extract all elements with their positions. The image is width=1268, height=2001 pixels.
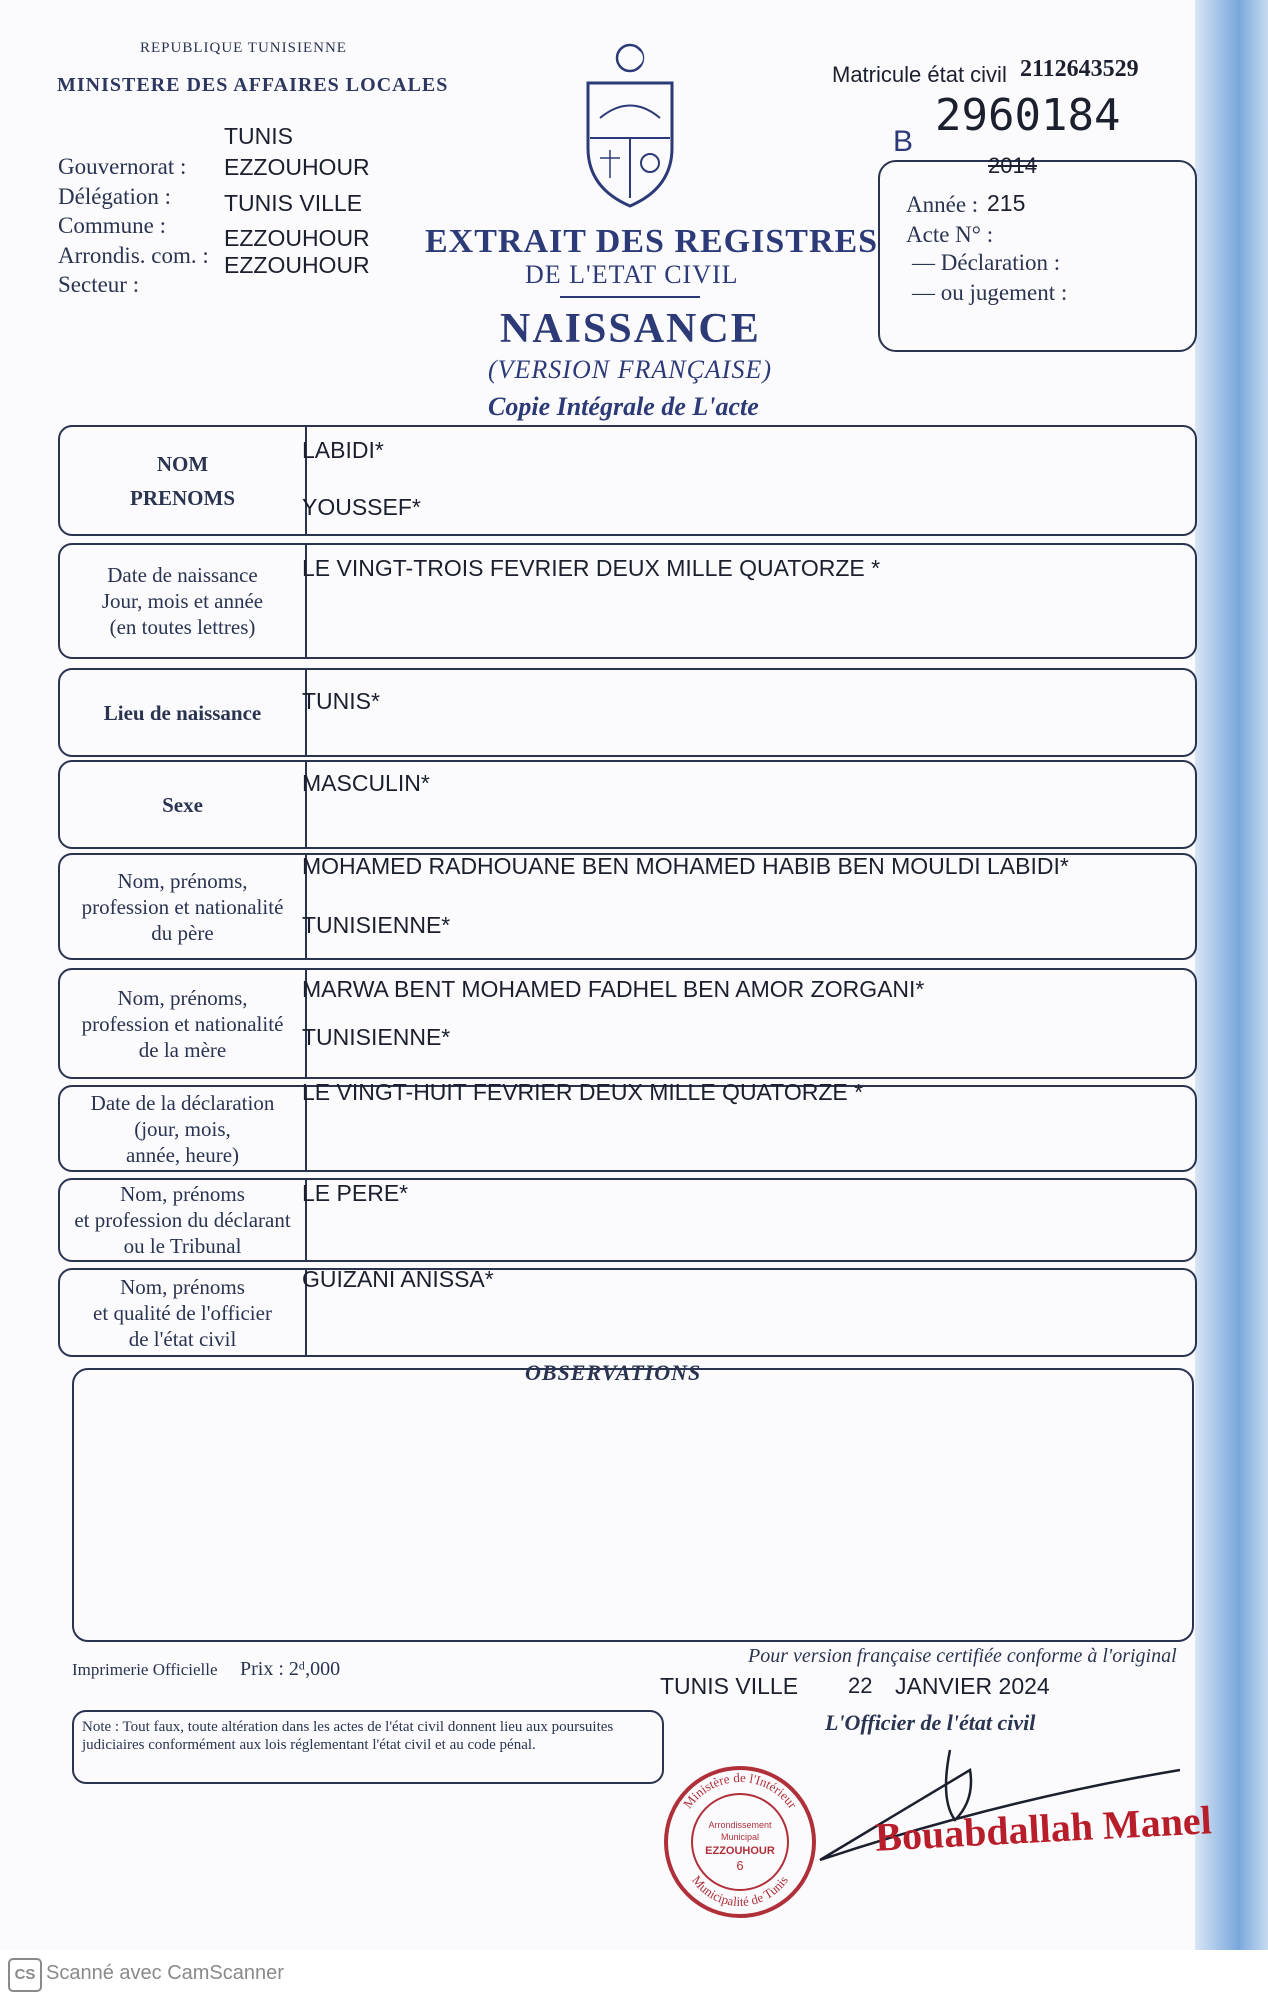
scanner-footer bbox=[0, 1950, 1268, 2001]
field-nom-prenoms bbox=[58, 425, 1197, 536]
camscanner-logo-icon: CS bbox=[8, 1958, 42, 1992]
title-version: (VERSION FRANÇAISE) bbox=[488, 355, 772, 384]
coat-of-arms-emblem bbox=[580, 38, 680, 213]
stamp-inner-2: Municipal bbox=[720, 1832, 760, 1842]
declaration-label: — Déclaration : bbox=[912, 250, 1061, 275]
observations-box bbox=[72, 1368, 1194, 1642]
field-value-pere-nationalite: TUNISIENNE* bbox=[302, 912, 451, 938]
field-value-sexe: MASCULIN* bbox=[302, 770, 430, 796]
arrondis-value: EZZOUHOUR bbox=[224, 252, 370, 278]
field-value-declarant: LE PERE* bbox=[302, 1180, 409, 1206]
field-sexe bbox=[58, 760, 1197, 849]
price-label: Prix : 2ᵈ,000 bbox=[240, 1658, 341, 1680]
field-officier bbox=[58, 1268, 1197, 1357]
stamp-inner-1: Arrondissement bbox=[708, 1820, 772, 1830]
annee-label: Année : bbox=[906, 192, 979, 217]
field-label: Date de naissance Jour, mois et année (en toutes lettres) bbox=[60, 545, 307, 657]
ministry-label: MINISTERE DES AFFAIRES LOCALES bbox=[57, 74, 449, 96]
field-value-mere-nom: MARWA BENT MOHAMED FADHEL BEN AMOR ZORGANI* bbox=[302, 976, 925, 1002]
field-mere bbox=[58, 968, 1197, 1079]
title-divider bbox=[560, 296, 700, 298]
field-label: Nom, prénoms et profession du déclarant ou le Tribunal bbox=[60, 1180, 307, 1260]
serial-number: 2960184 bbox=[935, 90, 1121, 141]
field-label: Nom, prénoms, profession et nationalité de la mère bbox=[60, 970, 307, 1077]
security-paper-edge bbox=[1195, 0, 1268, 1950]
acte-label: Acte N° : bbox=[906, 222, 994, 247]
field-pere bbox=[58, 853, 1197, 960]
officer-title: L'Officier de l'état civil bbox=[825, 1710, 1036, 1735]
jugement-label: — ou jugement : bbox=[912, 280, 1068, 305]
field-value-mere-nationalite: TUNISIENNE* bbox=[302, 1024, 451, 1050]
observations-title: OBSERVATIONS bbox=[525, 1360, 702, 1385]
delegation-value: TUNIS VILLE bbox=[224, 190, 363, 216]
field-value-lieu: TUNIS* bbox=[302, 688, 380, 714]
field-label: NOM PRENOMS bbox=[60, 427, 307, 534]
field-declarant bbox=[58, 1178, 1197, 1262]
matricule-label: Matricule état civil bbox=[832, 62, 1007, 87]
field-value-nom: LABIDI* bbox=[302, 437, 384, 463]
gouvernorat-value-top: TUNIS bbox=[224, 123, 293, 149]
field-value-prenom: YOUSSEF* bbox=[302, 494, 421, 520]
field-value-date-naissance: LE VINGT-TROIS FEVRIER DEUX MILLE QUATORZE * bbox=[302, 555, 881, 581]
field-label: Lieu de naissance bbox=[60, 670, 307, 755]
signature-name: Bouabdallah Manel bbox=[874, 1797, 1213, 1860]
delegation-label: Délégation : bbox=[58, 184, 172, 209]
note-text: Note : Tout faux, toute altération dans les actes de l'état civil donnent lieu aux poursuites judiciaires conformément aux lois réglementant l'état civil et au code pénal. bbox=[82, 1719, 614, 1753]
field-date-naissance bbox=[58, 543, 1197, 659]
field-label: Sexe bbox=[60, 762, 307, 847]
field-label: Nom, prénoms, profession et nationalité du père bbox=[60, 855, 307, 958]
commune-label: Commune : bbox=[58, 213, 166, 238]
svg-text:Ministère de l'Intérieur bbox=[680, 1770, 801, 1812]
title-extrait: EXTRAIT DES REGISTRES bbox=[425, 223, 879, 260]
stamp-top-text: Ministère de l'Intérieur bbox=[679, 1769, 801, 1812]
secteur-label: Secteur : bbox=[58, 272, 140, 297]
title-naissance: NAISSANCE bbox=[500, 306, 761, 352]
matricule-value: 2112643529 bbox=[1020, 56, 1139, 82]
field-lieu-naissance bbox=[58, 668, 1197, 757]
commune-value: EZZOUHOUR bbox=[224, 225, 370, 251]
republic-label: REPUBLIQUE TUNISIENNE bbox=[140, 40, 347, 56]
stamp-inner-4: 6 bbox=[736, 1858, 744, 1873]
printer-label: Imprimerie Officielle bbox=[72, 1660, 218, 1679]
field-value-pere-nom: MOHAMED RADHOUANE BEN MOHAMED HABIB BEN MOULDI LABIDI* bbox=[302, 853, 1069, 879]
gouvernorat-value: EZZOUHOUR bbox=[224, 154, 370, 180]
field-label: Date de la déclaration (jour, mois, année, heure) bbox=[60, 1087, 307, 1170]
series-letter: B bbox=[893, 125, 914, 158]
field-label: Nom, prénoms et qualité de l'officier de l'état civil bbox=[60, 1270, 307, 1355]
stamp-inner-3: EZZOUHOUR bbox=[705, 1845, 775, 1857]
arrondis-label: Arrondis. com. : bbox=[58, 243, 209, 268]
stamp-bottom-text: Municipalité de Tunis bbox=[689, 1872, 791, 1910]
annee-value: 2014 bbox=[988, 153, 1037, 178]
acte-value: 215 bbox=[987, 190, 1026, 216]
field-value-date-declaration: LE VINGT-HUIT FEVRIER DEUX MILLE QUATORZE * bbox=[302, 1079, 864, 1105]
field-value-officier: GUIZANI ANISSA* bbox=[302, 1266, 494, 1292]
place-value: TUNIS VILLE bbox=[660, 1673, 799, 1699]
title-copie: Copie Intégrale de L'acte bbox=[488, 392, 759, 421]
field-date-declaration bbox=[58, 1079, 1197, 1172]
date-rest: JANVIER 2024 bbox=[895, 1673, 1050, 1699]
scanner-text: Scanné avec CamScanner bbox=[46, 1962, 284, 1984]
certified-label: Pour version française certifiée conforme à l'original bbox=[748, 1645, 1177, 1667]
title-etat-civil: DE L'ETAT CIVIL bbox=[525, 260, 739, 289]
official-stamp bbox=[660, 1762, 820, 1922]
date-day: 22 bbox=[848, 1673, 873, 1698]
gouvernorat-label: Gouvernorat : bbox=[58, 154, 187, 179]
